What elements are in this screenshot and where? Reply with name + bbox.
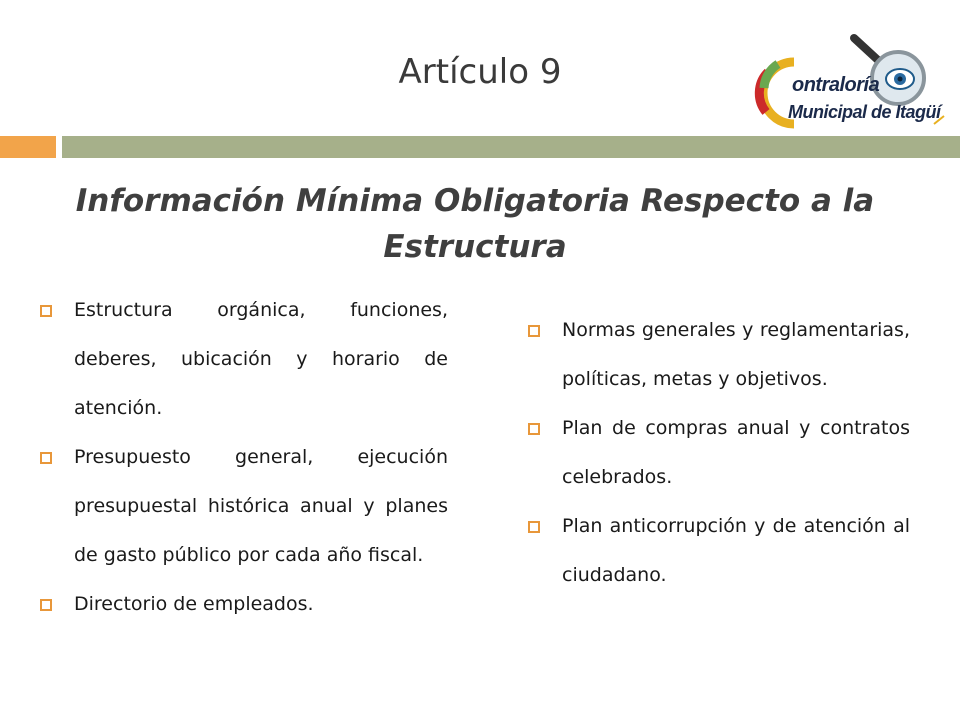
accent-bar-orange — [0, 136, 56, 158]
list-item-text: Directorio de empleados. — [74, 593, 314, 615]
contraloria-logo — [748, 32, 948, 134]
accent-bar-green — [62, 136, 960, 158]
square-bullet-icon — [40, 599, 52, 611]
list-item-text: Plan anticorrupción y de atención al ciudadano. — [562, 515, 910, 586]
logo-text-municipal: Municipal de Itagüí — [788, 102, 941, 122]
slide-subtitle: Información Mínima Obligatoria Respecto a la Estructura — [75, 183, 875, 265]
left-bullet-list — [36, 286, 448, 629]
list-item — [524, 502, 910, 600]
logo-text-contraloria: ontraloría — [792, 74, 880, 96]
list-item-text: Plan de compras anual y contratos celebrados. — [562, 417, 910, 488]
list-item — [524, 404, 910, 502]
list-item — [524, 306, 910, 404]
slide-title: Artículo 9 — [398, 52, 562, 92]
square-bullet-icon — [528, 521, 540, 533]
list-item-text: Presupuesto general, ejecución presupuestal histórica anual y planes de gasto público por cada año fiscal. — [74, 446, 448, 566]
square-bullet-icon — [528, 325, 540, 337]
right-bullet-list — [524, 306, 910, 600]
list-item-text: Normas generales y reglamentarias, políticas, metas y objetivos. — [562, 319, 910, 390]
list-item — [36, 433, 448, 580]
square-bullet-icon — [40, 305, 52, 317]
square-bullet-icon — [528, 423, 540, 435]
list-item — [36, 580, 448, 629]
list-item — [36, 286, 448, 433]
square-bullet-icon — [40, 452, 52, 464]
list-item-text: Estructura orgánica, funciones, deberes, ubicación y horario de atención. — [74, 299, 448, 419]
